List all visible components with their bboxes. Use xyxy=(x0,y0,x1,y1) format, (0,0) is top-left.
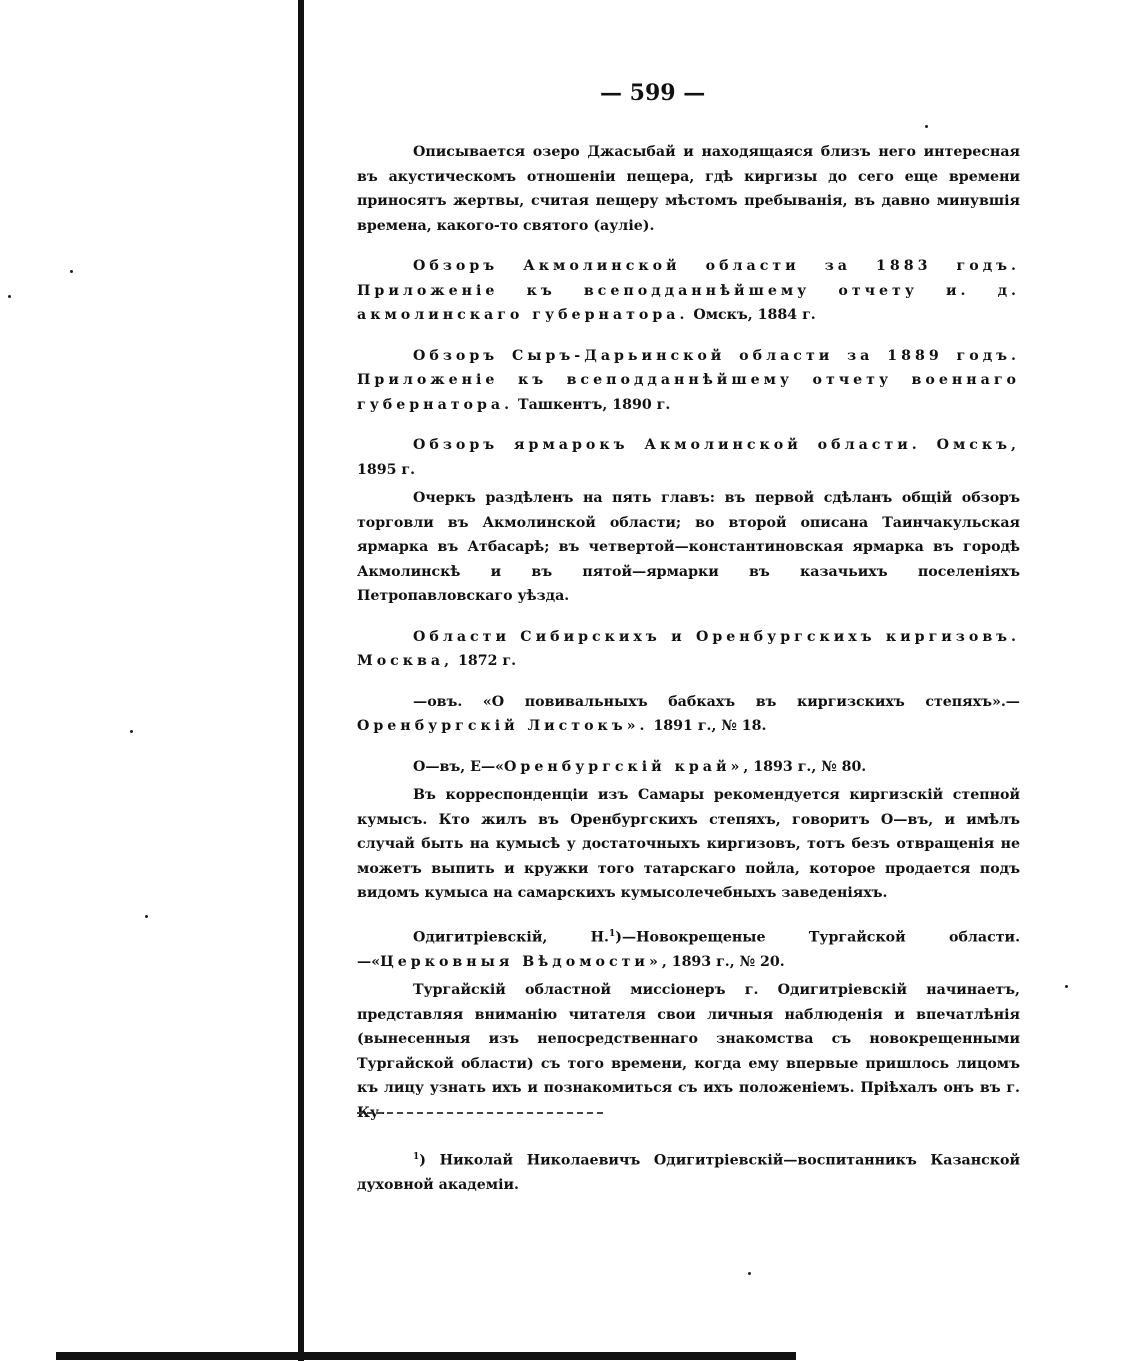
main-text xyxy=(357,140,1020,1125)
scan-speck xyxy=(145,915,148,918)
binding-margin-line xyxy=(298,0,304,1361)
scan-speck xyxy=(748,1272,751,1275)
scan-speck xyxy=(70,270,73,273)
page-number: — 599 — xyxy=(600,80,706,106)
bibliography-entry: Обзоръ Акмолинской области за 1883 годъ. Приложеніе къ всеподданнѣйшему отчету и. д. акмолинскаго губернатора. Омскъ, 1884 г. xyxy=(357,258,1020,323)
scan-speck xyxy=(130,730,133,733)
bibliography-entry: Обзоръ ярмарокъ Акмолинской области. Омскъ, 1895 г. xyxy=(357,437,1020,478)
paragraph: Въ корреспонденціи изъ Самары рекомендуется киргизскій степной кумысъ. Кто жилъ въ Оренбургскихъ степяхъ, говоритъ О—въ, и имѣлъ случай быть на кумысѣ у достаточныхъ киргизовъ, тотъ безъ отвращенія не можетъ выпить и кружки того татарскаго пойла, которое продается подъ видомъ кумыса на самарскихъ кумысолечебныхъ заведеніяхъ. xyxy=(357,787,1020,901)
bottom-scan-edge xyxy=(56,1352,796,1360)
scan-speck xyxy=(925,125,928,128)
footnote-separator xyxy=(357,1112,603,1116)
paragraph: Очеркъ раздѣленъ на пять главъ: въ первой сдѣланъ общій обзоръ торговли въ Акмолинской области; во второй описана Таинчакульская ярмарка въ Атбасарѣ; въ четвертой—константиновская ярмарка въ городѣ Акмолинскѣ и въ пятой—ярмарки въ казачьихъ поселеніяхъ Петропавловскаго уѣзда. xyxy=(357,490,1020,604)
paragraph: Описывается озеро Джасыбай и находящаяся близъ него интересная въ акустическомъ отношеніи пещера, гдѣ киргизы до сего еще времени приносятъ жертвы, считая пещеру мѣстомъ пребыванія, въ давно минувшія времена, какого-то святого (ауліе). xyxy=(357,144,1020,234)
paragraph: Тургайскій областной миссіонеръ г. Одигитріевскій начинаетъ, представляя вниманію читателя свои личныя наблюденія и впечатлѣнія (вынесенныя изъ непосредственнаго знакомства съ новокрещенными Тургайской области) съ того времени, когда ему впервые пришлось лицомъ къ лицу узнать ихъ и познакомиться съ ихъ положеніемъ. Пріѣхалъ онъ въ г. Ку- xyxy=(357,982,1020,1121)
bibliography-entry: О—въ, Е—«Оренбургскій край», 1893 г., № 80. xyxy=(413,758,867,775)
footnote-text: $^1$) Николай Николаевичъ Одигитріевскій—воспитанникъ Казанской духовной академіи. xyxy=(357,1152,1020,1194)
scan-speck xyxy=(8,295,11,298)
scan-speck xyxy=(1065,985,1068,988)
footnote-marker: 1 xyxy=(608,928,616,939)
bibliography-entry: Обзоръ Сыръ-Дарьинской области за 1889 годъ. Приложеніе къ всеподданнѣйшему отчету военнаго губернатора. Ташкентъ, 1890 г. xyxy=(357,347,1020,413)
bibliography-entry: Одигитріевскій, Н.$^1$)—Новокрещеные Тургайской области.—«Церковныя Вѣдомости», 1893 г., № 20. xyxy=(357,928,1021,970)
bibliography-entry: —овъ. «О повивальныхъ бабкахъ въ киргизскихъ степяхъ».—Оренбургскій Листокъ». 1891 г., № 18. xyxy=(357,693,1020,734)
footnote xyxy=(357,1145,1020,1198)
bibliography-entry: Области Сибирскихъ и Оренбургскихъ киргизовъ. Москва, 1872 г. xyxy=(357,628,1020,669)
footnote-marker: 1 xyxy=(413,1152,420,1162)
